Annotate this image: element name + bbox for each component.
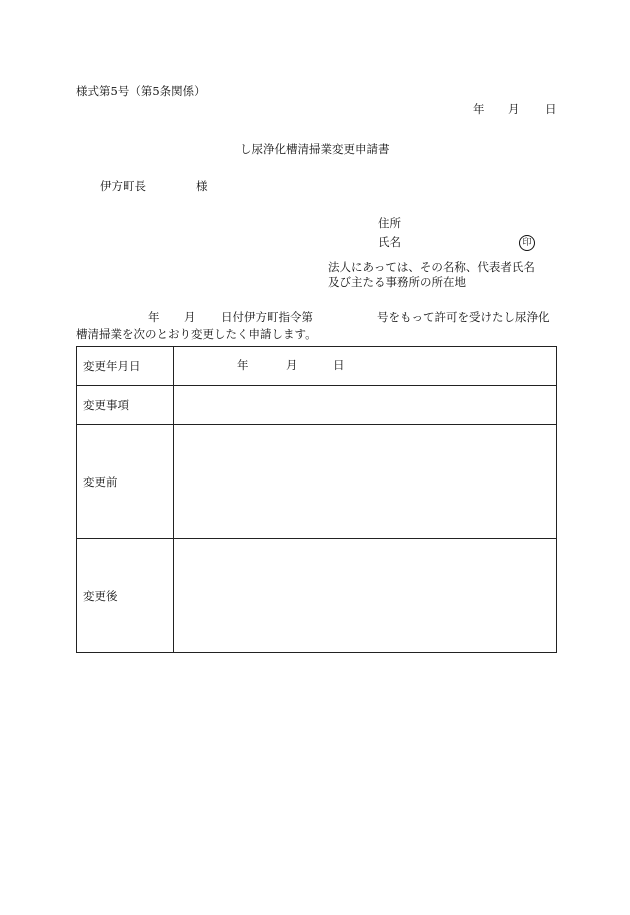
body-permit-reference: 日付伊方町指令第 — [221, 310, 313, 324]
body-year: 年 — [148, 310, 160, 324]
document-title: し尿浄化槽清掃業変更申請書 — [240, 142, 390, 156]
applicant-name-label: 氏名 — [378, 235, 401, 249]
header-date-day: 日 — [545, 102, 557, 116]
addressee-honorific: 様 — [196, 179, 208, 193]
change-date-value[interactable] — [174, 347, 557, 386]
corporation-note-line1: 法人にあっては、その名称、代表者氏名 — [328, 260, 535, 274]
table-row-after-change — [77, 539, 557, 653]
change-date-label: 変更年月日 — [77, 347, 174, 386]
change-item-value[interactable] — [174, 386, 557, 425]
addressee-name: 伊方町長 — [100, 179, 146, 193]
seal-mark: 印 — [519, 235, 535, 251]
body-month: 月 — [184, 310, 196, 324]
before-change-label: 変更前 — [77, 425, 174, 539]
applicant-address-label: 住所 — [378, 216, 401, 230]
change-table — [76, 346, 557, 653]
table-row-change-item — [77, 386, 557, 425]
after-change-label: 変更後 — [77, 539, 174, 653]
table-row-before-change — [77, 425, 557, 539]
change-date-year: 年 — [237, 358, 249, 372]
body-permit-suffix: 号をもって許可を受けたし尿浄化 — [377, 310, 550, 324]
body-line2: 槽清掃業を次のとおり変更したく申請します。 — [76, 327, 317, 341]
form-number: 様式第5号（第5条関係） — [76, 84, 206, 98]
corporation-note-line2: 及び主たる事務所の所在地 — [328, 275, 466, 289]
table-row-change-date — [77, 347, 557, 386]
header-date-month: 月 — [508, 102, 520, 116]
header-date-year: 年 — [473, 102, 485, 116]
before-change-value[interactable] — [174, 425, 557, 539]
change-date-month: 月 — [286, 358, 298, 372]
change-date-day: 日 — [333, 358, 345, 372]
after-change-value[interactable] — [174, 539, 557, 653]
change-item-label: 変更事項 — [77, 386, 174, 425]
